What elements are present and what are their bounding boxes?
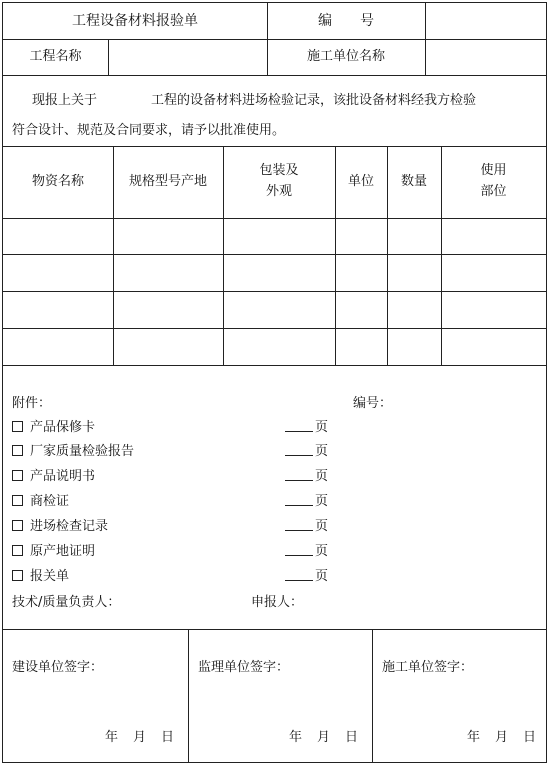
attachment-item[interactable]: [12, 440, 332, 459]
page-unit: 页: [315, 569, 329, 584]
page-count-blank[interactable]: [285, 469, 313, 481]
signature-owner[interactable]: [3, 630, 188, 762]
column-header-material: [3, 146, 113, 218]
attachment-item-label: 报关单: [30, 569, 70, 584]
page-unit: 页: [315, 519, 329, 534]
attachment-item-label: 厂家质量检验报告: [30, 444, 135, 459]
attachments-label: 附件：: [12, 396, 52, 411]
page-unit: 页: [315, 444, 329, 459]
page-count-blank[interactable]: [285, 420, 313, 432]
column-header-text: 单位: [347, 173, 374, 189]
signature-date: 年 月 日: [105, 730, 176, 745]
contractor-label: 施工单位名称: [306, 48, 385, 64]
attachment-item[interactable]: [12, 565, 332, 584]
column-header-usage: [441, 146, 546, 218]
page-count: [285, 540, 328, 559]
attachment-item-label: 进场检查记录: [30, 519, 109, 534]
page-unit: 页: [315, 544, 329, 559]
attachment-item[interactable]: [12, 416, 332, 435]
checkbox[interactable]: [12, 421, 23, 432]
attachment-item-label: 原产地证明: [30, 544, 96, 559]
column-header-text: 包装及: [259, 163, 299, 179]
column-header-text: 数量: [400, 173, 427, 189]
attachment-item-label: 商检证: [30, 494, 70, 509]
column-header-text: 使用: [480, 163, 507, 179]
table-row[interactable]: [3, 255, 546, 291]
attachment-item-label: 产品保修卡: [30, 420, 96, 435]
attachment-number-label: 编号：: [353, 396, 393, 411]
checkbox[interactable]: [12, 445, 23, 456]
page-count: [285, 515, 328, 534]
column-header-spec: [113, 146, 223, 218]
checkbox[interactable]: [12, 495, 23, 506]
signature-label: 监理单位签字：: [198, 660, 290, 675]
attachment-item[interactable]: [12, 490, 332, 509]
column-header-text: 外观: [265, 184, 292, 199]
number-field[interactable]: [426, 4, 545, 38]
table-row[interactable]: [3, 329, 546, 365]
page-count-blank[interactable]: [285, 544, 313, 556]
signature-label: 建设单位签字：: [12, 660, 104, 675]
column-header-text: 物资名称: [31, 173, 84, 189]
tech-quality-responsible-label: 技术/质量负责人：: [12, 595, 121, 610]
checkbox[interactable]: [12, 545, 23, 556]
intro-text-post: 工程的设备材料进场检验记录，该批设备材料经我方检验: [151, 93, 477, 108]
page-count-blank[interactable]: [285, 494, 313, 506]
page-unit: 页: [315, 469, 329, 484]
divider: [3, 365, 546, 366]
column-header-text: 部位: [480, 184, 507, 199]
intro-line-1: [32, 89, 476, 108]
column-header-text: 规格型号产地: [128, 173, 207, 189]
page-count-blank[interactable]: [285, 519, 313, 531]
signature-date: 年 月 日: [467, 730, 538, 745]
intro-line-2: 符合设计、规范及合同要求，请予以批准使用。: [12, 123, 286, 138]
column-header-unit: [335, 146, 387, 218]
attachment-item-label: 产品说明书: [30, 469, 96, 484]
material-inspection-form: [2, 2, 547, 763]
page-count: [285, 565, 328, 584]
contractor-field[interactable]: [426, 40, 545, 74]
table-row[interactable]: [3, 219, 546, 254]
page-count: [285, 416, 328, 435]
applicant-label: 申报人：: [251, 595, 304, 610]
intro-text-pre: 现报上关于: [32, 93, 98, 108]
table-row[interactable]: [3, 292, 546, 328]
project-name-label: 工程名称: [29, 48, 82, 64]
column-header-packaging: [223, 146, 335, 218]
form-title: 工程设备材料报验单: [72, 12, 198, 29]
checkbox[interactable]: [12, 570, 23, 581]
signature-supervisor[interactable]: [189, 630, 372, 762]
page-unit: 页: [315, 420, 329, 435]
checkbox[interactable]: [12, 470, 23, 481]
checkbox[interactable]: [12, 520, 23, 531]
attachment-item[interactable]: [12, 465, 332, 484]
page-count: [285, 440, 328, 459]
signature-date: 年 月 日: [289, 730, 360, 745]
page-count: [285, 490, 328, 509]
project-name-field[interactable]: [109, 40, 266, 74]
page-count-blank[interactable]: [285, 569, 313, 581]
divider: [3, 75, 546, 76]
page-count: [285, 465, 328, 484]
column-header-quantity: [387, 146, 441, 218]
attachment-item[interactable]: [12, 515, 332, 534]
page-unit: 页: [315, 494, 329, 509]
number-label: 编 号: [318, 12, 374, 29]
signature-contractor[interactable]: [373, 630, 546, 762]
page-count-blank[interactable]: [285, 444, 313, 456]
signature-label: 施工单位签字：: [382, 660, 474, 675]
attachment-item[interactable]: [12, 540, 332, 559]
